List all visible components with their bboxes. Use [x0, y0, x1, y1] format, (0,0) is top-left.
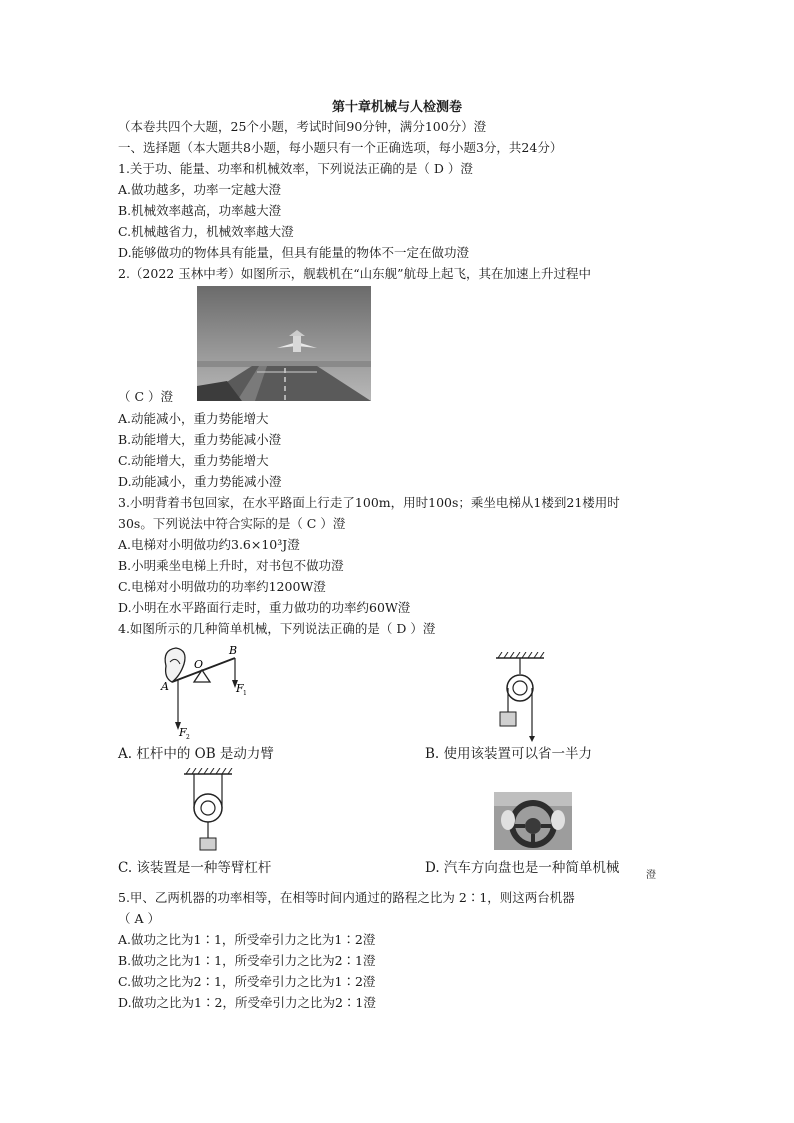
steering-wheel-photo [494, 792, 572, 850]
question-3-option-c: C.电梯对小明做功的功率约1200W澄 [118, 579, 326, 594]
question-1-stem: 1.关于功、能量、功率和机械效率，下列说法正确的是（ D ）澄 [118, 161, 473, 176]
figure-b-caption: B. 使用该装置可以省一半力 [425, 746, 593, 762]
question-2-option-c: C.动能增大，重力势能增大 [118, 453, 269, 468]
lever-label-o: O [194, 658, 204, 671]
weight-block-icon [500, 712, 516, 726]
lever-label-a: A [161, 680, 169, 693]
question-4-stem: 4.如图所示的几种简单机械，下列说法正确的是（ D ）澄 [118, 621, 436, 636]
question-2-option-a: A.动能减小，重力势能增大 [118, 411, 269, 426]
question-3-stem-line1: 3.小明背着书包回家，在水平路面上行走了100m，用时100s；乘坐电梯从1楼到21楼用时 [118, 495, 620, 510]
question-1-option-d: D.能够做功的物体具有能量，但具有能量的物体不一定在做功澄 [118, 245, 470, 260]
question-2-option-d: D.动能减小，重力势能减小澄 [118, 474, 282, 489]
question-5-option-d: D.做功之比为1∶2，所受牵引力之比为2∶1澄 [118, 995, 376, 1010]
section-heading: 一、选择题（本大题共8小题，每小题只有一个正确选项，每小题3分，共24分） [118, 140, 563, 155]
question-1-option-a: A.做功越多，功率一定越大澄 [118, 182, 282, 197]
lever-label-b: B [229, 644, 238, 657]
pulley-diagram-c [178, 768, 238, 858]
question-1-option-b: B.机械效率越高，功率越大澄 [118, 203, 282, 218]
question-5-option-a: A.做功之比为1∶1，所受牵引力之比为1∶2澄 [118, 932, 376, 947]
weight-block-icon [200, 838, 216, 850]
lever-label-f1-sub: 1 [243, 690, 247, 697]
lever-label-f1: F [236, 682, 244, 695]
lever-diagram [150, 642, 260, 742]
question-2-answer: （ C ）澄 [118, 389, 174, 404]
question-5-stem: 5.甲、乙两机器的功率相等，在相等时间内通过的路程之比为 2∶1，则这两台机器 [118, 890, 575, 905]
figure-d-caption: D. 汽车方向盘也是一种简单机械 [425, 860, 620, 876]
figure-c-caption: C. 该装置是一种等臂杠杆 [118, 860, 272, 876]
lever-label-f2: F [179, 726, 187, 739]
question-2-option-b: B.动能增大，重力势能减小澄 [118, 432, 282, 447]
lever-label-f2-sub: 2 [186, 734, 190, 741]
question-1-option-c: C.机械越省力，机械效率越大澄 [118, 224, 294, 239]
figure-a-caption: A. 杠杆中的 OB 是动力臂 [118, 746, 274, 762]
pulley-diagram-b [490, 652, 550, 742]
question-3-option-d: D.小明在水平路面行走时，重力做功的功率约60W澄 [118, 600, 411, 615]
question-5-answer: （ A ） [118, 911, 160, 926]
page-title: 第十章机械与人检测卷 [331, 100, 462, 115]
question-3-option-a: A.电梯对小明做功约3.6×10³J澄 [118, 537, 300, 552]
figure-d-caption-tail: 澄 [646, 870, 656, 881]
question-5-option-c: C.做功之比为2∶1，所受牵引力之比为1∶2澄 [118, 974, 376, 989]
exam-intro: （本卷共四个大题，25个小题，考试时间90分钟，满分100分）澄 [118, 119, 487, 134]
question-2-stem: 2.（2022 玉林中考）如图所示，舰载机在“山东舰”航母上起飞，其在加速上升过程中 [118, 266, 591, 281]
question-3-stem-line2: 30s。下列说法中符合实际的是（ C ）澄 [118, 516, 346, 531]
load-rock-icon [165, 648, 185, 682]
question-5-option-b: B.做功之比为1∶1，所受牵引力之比为2∶1澄 [118, 953, 376, 968]
question-3-option-b: B.小明乘坐电梯上升时，对书包不做功澄 [118, 558, 344, 573]
carrier-jet-photo [197, 286, 371, 401]
